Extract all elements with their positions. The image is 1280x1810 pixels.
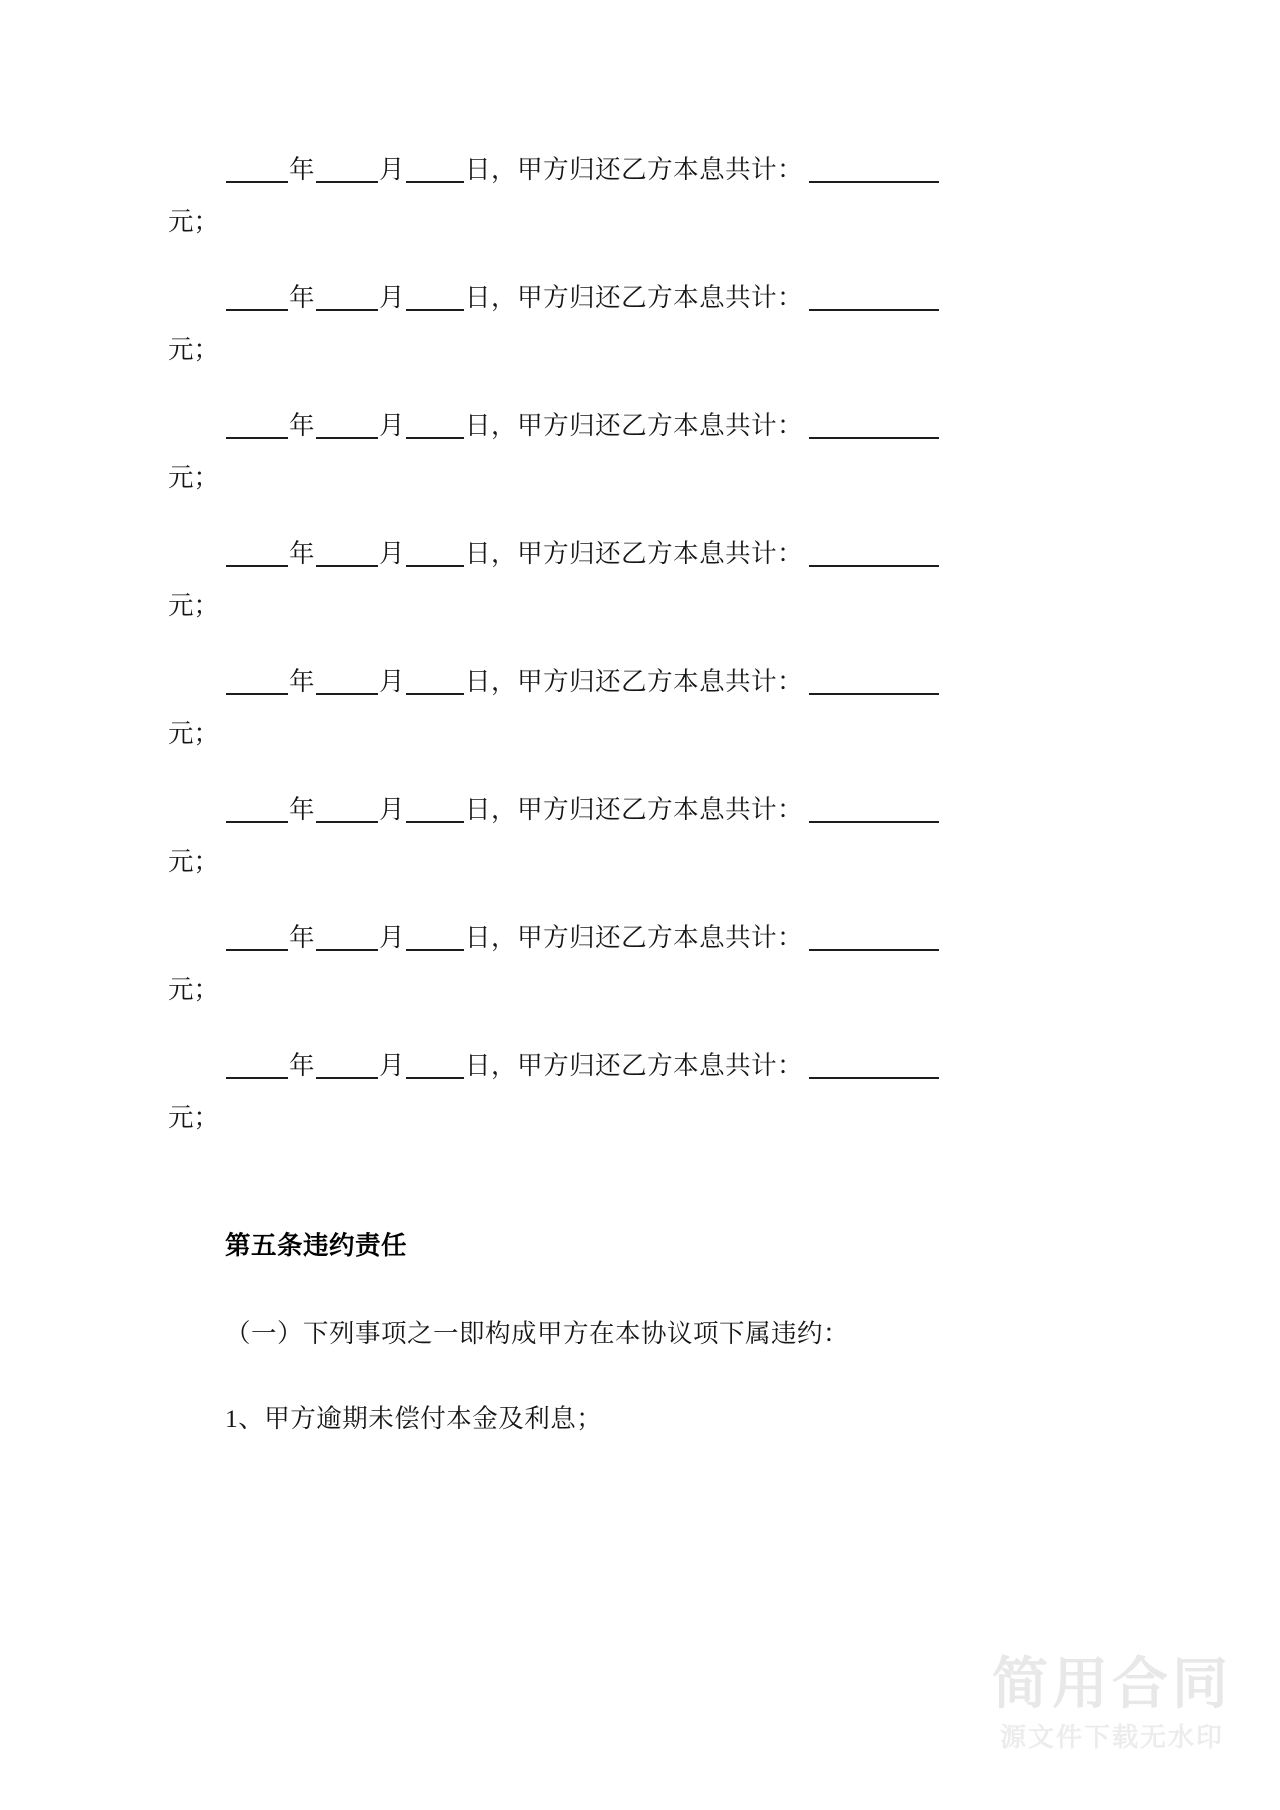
day-blank-field[interactable] xyxy=(406,1057,464,1079)
month-label: 月 xyxy=(379,411,406,440)
year-blank-field[interactable] xyxy=(226,801,288,823)
month-label: 月 xyxy=(379,1051,406,1080)
year-label: 年 xyxy=(289,411,316,440)
month-label: 月 xyxy=(379,795,406,824)
year-label: 年 xyxy=(289,539,316,568)
day-label: 日 xyxy=(465,283,492,312)
comma-separator: ， xyxy=(491,1051,518,1080)
watermark-subtitle-text: 源文件下载无水印 xyxy=(999,1723,1224,1753)
month-blank-field[interactable] xyxy=(316,545,378,567)
comma-separator: ， xyxy=(491,539,518,568)
day-blank-field[interactable] xyxy=(406,289,464,311)
day-label: 日 xyxy=(465,539,492,568)
day-label: 日 xyxy=(465,155,492,184)
watermark-brand-text: 简用合同 xyxy=(992,1652,1232,1717)
repayment-entry xyxy=(168,662,968,790)
month-label: 月 xyxy=(379,923,406,952)
comma-separator: ， xyxy=(491,923,518,952)
month-blank-field[interactable] xyxy=(316,801,378,823)
year-blank-field[interactable] xyxy=(226,1057,288,1079)
year-blank-field[interactable] xyxy=(226,545,288,567)
repayment-body-text: 甲方归还乙方本息共计： xyxy=(517,283,804,312)
day-blank-field[interactable] xyxy=(406,929,464,951)
repayment-date-line xyxy=(225,278,940,318)
repayment-entry xyxy=(168,534,968,662)
repayment-body-text: 甲方归还乙方本息共计： xyxy=(517,667,804,696)
amount-blank-field[interactable] xyxy=(809,289,939,311)
amount-blank-field[interactable] xyxy=(809,161,939,183)
repayment-date-line xyxy=(225,150,940,190)
currency-unit-line: 元； xyxy=(168,719,220,748)
year-label: 年 xyxy=(289,1051,316,1080)
repayment-entry xyxy=(168,406,968,534)
day-label: 日 xyxy=(465,1051,492,1080)
repayment-entry xyxy=(168,150,968,278)
amount-blank-field[interactable] xyxy=(809,545,939,567)
amount-blank-field[interactable] xyxy=(809,929,939,951)
repayment-body-text: 甲方归还乙方本息共计： xyxy=(517,795,804,824)
amount-blank-field[interactable] xyxy=(809,1057,939,1079)
repayment-date-line xyxy=(225,790,940,830)
comma-separator: ， xyxy=(491,411,518,440)
amount-blank-field[interactable] xyxy=(809,801,939,823)
watermark xyxy=(992,1654,1232,1758)
month-label: 月 xyxy=(379,155,406,184)
day-label: 日 xyxy=(465,667,492,696)
clause-paragraph-a: （一）下列事项之一即构成甲方在本协议项下属违约： xyxy=(225,1319,850,1348)
day-label: 日 xyxy=(465,923,492,952)
repayment-body-text: 甲方归还乙方本息共计： xyxy=(517,155,804,184)
currency-unit-line: 元； xyxy=(168,591,220,620)
repayment-body-text: 甲方归还乙方本息共计： xyxy=(517,411,804,440)
year-blank-field[interactable] xyxy=(226,289,288,311)
year-label: 年 xyxy=(289,923,316,952)
year-label: 年 xyxy=(289,795,316,824)
day-blank-field[interactable] xyxy=(406,801,464,823)
month-label: 月 xyxy=(379,283,406,312)
document-body xyxy=(168,0,968,1439)
repayment-entry xyxy=(168,918,968,1046)
day-blank-field[interactable] xyxy=(406,545,464,567)
repayment-date-line xyxy=(225,918,940,958)
year-label: 年 xyxy=(289,667,316,696)
month-blank-field[interactable] xyxy=(316,289,378,311)
amount-blank-field[interactable] xyxy=(809,417,939,439)
repayment-date-line xyxy=(225,662,940,702)
amount-blank-field[interactable] xyxy=(809,673,939,695)
repayment-date-line xyxy=(225,1046,940,1086)
currency-unit-line: 元； xyxy=(168,975,220,1004)
month-blank-field[interactable] xyxy=(316,929,378,951)
month-blank-field[interactable] xyxy=(316,161,378,183)
currency-unit-line: 元； xyxy=(168,335,220,364)
day-blank-field[interactable] xyxy=(406,673,464,695)
repayment-body-text: 甲方归还乙方本息共计： xyxy=(517,1051,804,1080)
year-label: 年 xyxy=(289,283,316,312)
year-blank-field[interactable] xyxy=(226,161,288,183)
day-label: 日 xyxy=(465,411,492,440)
section-heading-article-five: 第五条违约责任 xyxy=(225,1232,408,1260)
currency-unit-line: 元； xyxy=(168,463,220,492)
currency-unit-line: 元； xyxy=(168,847,220,876)
comma-separator: ， xyxy=(491,667,518,696)
month-blank-field[interactable] xyxy=(316,1057,378,1079)
currency-unit-line: 元； xyxy=(168,207,220,236)
repayment-body-text: 甲方归还乙方本息共计： xyxy=(517,923,804,952)
repayment-date-line xyxy=(225,406,940,446)
year-blank-field[interactable] xyxy=(226,929,288,951)
comma-separator: ， xyxy=(491,283,518,312)
month-blank-field[interactable] xyxy=(316,673,378,695)
repayment-entry xyxy=(168,278,968,406)
year-label: 年 xyxy=(289,155,316,184)
day-blank-field[interactable] xyxy=(406,417,464,439)
repayment-date-line xyxy=(225,534,940,574)
month-label: 月 xyxy=(379,667,406,696)
month-blank-field[interactable] xyxy=(316,417,378,439)
repayment-entry xyxy=(168,1046,968,1174)
repayment-entry xyxy=(168,790,968,918)
year-blank-field[interactable] xyxy=(226,417,288,439)
comma-separator: ， xyxy=(491,795,518,824)
currency-unit-line: 元； xyxy=(168,1103,220,1132)
clause-item-1: 1、甲方逾期未偿付本金及利息； xyxy=(225,1404,603,1433)
comma-separator: ， xyxy=(491,155,518,184)
day-label: 日 xyxy=(465,795,492,824)
month-label: 月 xyxy=(379,539,406,568)
year-blank-field[interactable] xyxy=(226,673,288,695)
day-blank-field[interactable] xyxy=(406,161,464,183)
repayment-body-text: 甲方归还乙方本息共计： xyxy=(517,539,804,568)
